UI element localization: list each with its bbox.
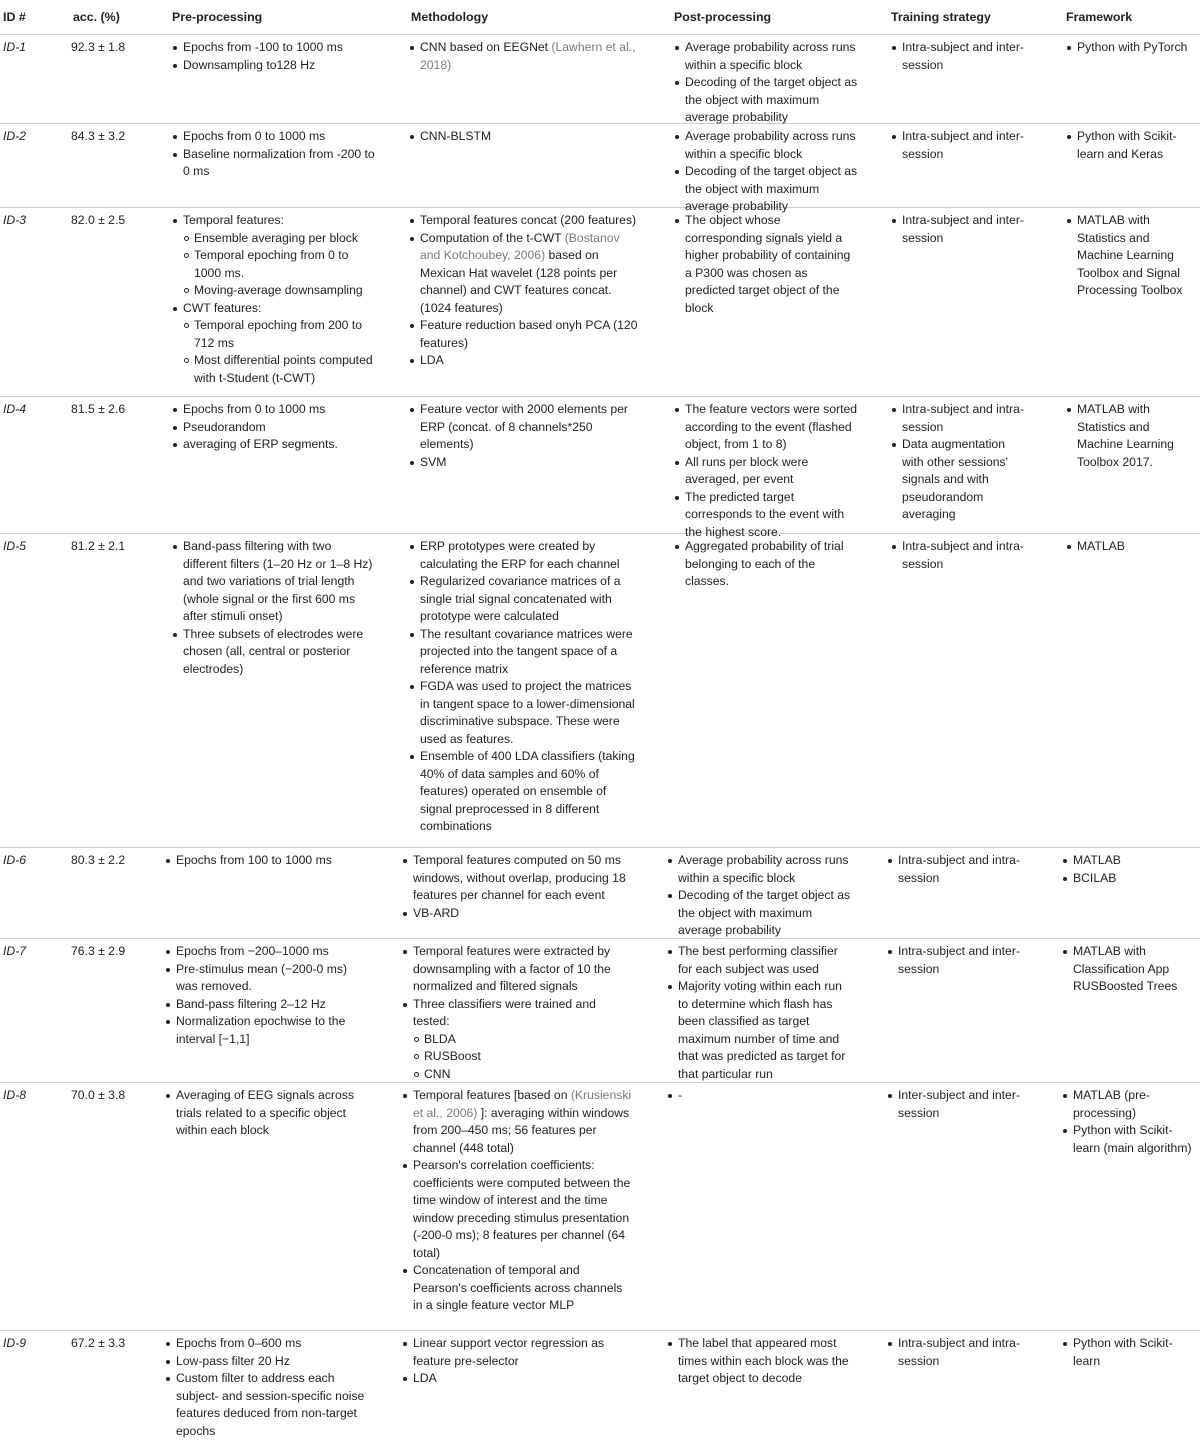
item-text: Intra-subject and intra-session <box>898 1336 1020 1368</box>
item-text: Decoding of the target object as the object with maximum average probability <box>685 75 858 124</box>
row-id: ID-2 <box>3 129 27 143</box>
sub-list-item: Temporal epoching from 0 to 1000 ms. <box>183 247 377 282</box>
list-item <box>1062 1087 1194 1122</box>
sub-list-item: CNN <box>413 1066 634 1084</box>
sub-bullet-list <box>172 317 377 387</box>
item-text: Regularized covariance matrices of a single trial signal concatenated with prototype were calculated <box>420 574 621 623</box>
cell-pre <box>172 39 377 74</box>
item-text: Temporal features computed on 50 ms windows, without overlap, producing 18 features per channel for each event <box>413 853 626 902</box>
list-item <box>402 1370 634 1388</box>
bullet-list <box>887 943 1022 978</box>
bullet-list <box>409 401 641 471</box>
list-item <box>165 996 370 1014</box>
list-item <box>172 146 377 181</box>
item-text: Intra-subject and inter-session <box>902 213 1024 245</box>
citation-link: (Krusienski et al., 2006) <box>413 1088 632 1120</box>
bullet-list <box>165 1335 370 1440</box>
list-item <box>172 419 377 437</box>
list-item <box>1062 1122 1194 1157</box>
list-item <box>409 401 641 454</box>
bullet-list <box>674 212 858 317</box>
list-item <box>891 436 1026 524</box>
list-item <box>165 961 370 996</box>
list-item <box>409 317 641 352</box>
cell-pre <box>172 128 377 181</box>
bullet-list <box>891 128 1026 163</box>
item-text: MATLAB <box>1073 853 1121 867</box>
item-text: Three classifiers were trained and tested: <box>413 996 596 1028</box>
row-id: ID-3 <box>3 213 27 227</box>
bullet-list <box>887 852 1022 887</box>
list-item <box>409 230 641 318</box>
list-item <box>674 74 858 127</box>
item-text: Three subsets of electrodes were chosen (all, central or posterior electrodes) <box>183 626 364 676</box>
cell-fw <box>1062 1087 1194 1157</box>
bullet-list <box>667 943 851 1083</box>
bullet-list <box>1062 943 1194 996</box>
cell-method <box>409 538 641 836</box>
item-text: Pseudorandom <box>183 419 266 434</box>
item-text: - <box>678 1088 683 1102</box>
bullet-list <box>667 1335 851 1388</box>
list-item <box>409 39 641 74</box>
list-item <box>172 538 377 626</box>
item-text: Python with PyTorch <box>1077 40 1188 54</box>
bullet-list <box>402 852 634 922</box>
table-row <box>0 533 1200 848</box>
citation-link: (Bostanov and Kotchoubey, 2006) <box>420 230 620 262</box>
item-text: Epochs from 0–600 ms <box>176 1336 302 1350</box>
row-accuracy: 76.3 ± 2.9 <box>71 944 126 958</box>
row-id: ID-6 <box>3 853 27 867</box>
item-text: Band-pass filtering 2–12 Hz <box>176 996 326 1011</box>
cell-train <box>887 1335 1022 1370</box>
bullet-list <box>172 128 377 181</box>
item-text: Python with Scikit-learn and Keras <box>1077 129 1177 161</box>
list-item <box>674 212 858 317</box>
list-item <box>402 996 634 1084</box>
list-item <box>165 1353 370 1371</box>
item-text: Normalization epochwise to the interval [−1,1] <box>176 1014 346 1046</box>
list-item <box>667 852 851 887</box>
sub-list-item: Moving-average downsampling <box>183 282 377 300</box>
item-text: LDA <box>420 353 444 367</box>
cell-fw <box>1066 401 1198 471</box>
cell-train <box>891 39 1026 74</box>
cell-train <box>887 852 1022 887</box>
list-item <box>674 39 858 74</box>
list-item <box>667 1335 851 1388</box>
cell-train <box>887 943 1022 978</box>
sub-bullet-list <box>402 1031 634 1084</box>
list-item <box>165 1335 370 1353</box>
cell-pre <box>172 401 377 454</box>
bullet-list <box>1066 128 1198 163</box>
bullet-list <box>1066 39 1198 57</box>
cell-pre <box>165 943 370 1048</box>
bullet-list <box>409 39 641 74</box>
list-item <box>887 943 1022 978</box>
header-preprocessing: Pre-processing <box>172 10 263 24</box>
bullet-list <box>674 401 858 541</box>
bullet-list <box>667 1087 851 1105</box>
item-text: The predicted target corresponds to the event with the highest score. <box>685 489 845 539</box>
item-text: Temporal features concat (200 features) <box>420 213 637 227</box>
cell-pre <box>165 1087 370 1140</box>
list-item <box>887 852 1022 887</box>
bullet-list <box>674 39 858 127</box>
list-item <box>172 626 377 679</box>
row-id: ID-8 <box>3 1088 27 1102</box>
row-accuracy: 84.3 ± 3.2 <box>71 129 126 143</box>
bullet-list <box>674 128 858 216</box>
cell-train <box>891 538 1026 573</box>
item-text: Data augmentation with other sessions' signals and with pseudorandom averaging <box>902 437 1008 521</box>
cell-method <box>402 852 634 922</box>
item-text: Average probability across runs within a specific block <box>685 40 856 72</box>
item-text: Intra-subject and inter-session <box>902 129 1024 161</box>
cell-pre <box>172 212 377 387</box>
item-text: Intra-subject and inter-session <box>902 40 1024 72</box>
header-id: ID # <box>3 10 26 24</box>
row-accuracy: 70.0 ± 3.8 <box>71 1088 126 1102</box>
header-accuracy: acc. (%) <box>73 10 120 24</box>
table-row <box>0 847 1200 939</box>
list-item <box>409 678 641 748</box>
cell-fw <box>1066 128 1198 163</box>
list-item <box>887 1087 1022 1122</box>
list-item <box>402 852 634 905</box>
cell-post <box>667 852 851 940</box>
list-item <box>172 401 377 419</box>
item-text: Epochs from 100 to 1000 ms <box>176 853 332 867</box>
cell-post <box>674 128 858 216</box>
cell-fw <box>1062 1335 1194 1370</box>
list-item <box>667 887 851 940</box>
item-text: Python with Scikit-learn (main algorithm) <box>1073 1123 1192 1155</box>
item-text: MATLAB with Statistics and Machine Learning Toolbox 2017. <box>1077 402 1174 469</box>
list-item <box>402 1157 634 1262</box>
item-text: Average probability across runs within a specific block <box>678 853 849 885</box>
row-accuracy: 80.3 ± 2.2 <box>71 853 126 867</box>
item-text: Downsampling to128 Hz <box>183 57 316 72</box>
item-text: Computation of the t-CWT <box>420 230 562 245</box>
bullet-list <box>409 212 641 370</box>
item-text: Python with Scikit-learn <box>1073 1336 1173 1368</box>
bullet-list <box>172 401 377 454</box>
list-item <box>891 401 1026 436</box>
sub-list-item: Temporal epoching from 200 to 712 ms <box>183 317 377 352</box>
item-text: Linear support vector regression as feature pre-selector <box>413 1336 605 1368</box>
item-text: Temporal features were extracted by downsampling with a factor of 10 the normalized and filtered signals <box>413 944 611 993</box>
cell-post <box>667 943 851 1083</box>
row-id: ID-9 <box>3 1336 27 1350</box>
citation-link: (Lawhern et al., 2018) <box>420 40 636 72</box>
row-id: ID-1 <box>3 40 27 54</box>
bullet-list <box>1066 538 1198 556</box>
list-item <box>667 1087 851 1105</box>
cell-fw <box>1066 39 1198 57</box>
list-item <box>674 454 858 489</box>
bullet-list <box>172 538 377 678</box>
bullet-list <box>1062 1335 1194 1370</box>
item-text: MATLAB with Statistics and Machine Learning Toolbox and Signal Processing Toolbox <box>1077 213 1183 297</box>
list-item <box>891 538 1026 573</box>
row-accuracy: 81.5 ± 2.6 <box>71 402 126 416</box>
cell-post <box>667 1087 851 1105</box>
bullet-list <box>165 1087 370 1140</box>
list-item <box>402 1335 634 1370</box>
row-accuracy: 81.2 ± 2.1 <box>71 539 126 553</box>
table-row <box>0 207 1200 397</box>
list-item <box>887 1335 1022 1370</box>
item-text: CNN based on EEGNet <box>420 40 549 54</box>
item-text: The resultant covariance matrices were projected into the tangent space of a reference matrix <box>420 626 633 676</box>
sub-list-item: Most differential points computed with t-Student (t-CWT) <box>183 352 377 387</box>
item-text: Inter-subject and inter-session <box>898 1088 1020 1120</box>
list-item <box>172 300 377 388</box>
list-item <box>165 1013 370 1048</box>
item-text: Temporal features [based on <box>413 1088 568 1102</box>
table-row <box>0 938 1200 1083</box>
list-item <box>1062 1335 1194 1370</box>
cell-pre <box>172 538 377 678</box>
item-text: Intra-subject and intra-session <box>902 402 1024 434</box>
header-methodology: Methodology <box>411 10 489 24</box>
table-row <box>0 396 1200 539</box>
item-text: The label that appeared most times within each block was the target object to decode <box>678 1336 849 1385</box>
bullet-list <box>402 1087 634 1315</box>
bullet-list <box>402 943 634 1083</box>
item-text: Epochs from 0 to 1000 ms <box>183 129 326 143</box>
list-item <box>891 39 1026 74</box>
sub-list-item: BLDA <box>413 1031 634 1049</box>
cell-fw <box>1066 212 1198 300</box>
item-text: Band-pass filtering with two different filters (1–20 Hz or 1–8 Hz) and two variations of trial length (whole signal or the first 600 ms after stimuli onset) <box>183 539 373 623</box>
sub-bullet-list <box>172 230 377 300</box>
item-text: Concatenation of temporal and Pearson's coefficients across channels in a single feature vector MLP <box>413 1263 623 1312</box>
list-item <box>165 943 370 961</box>
item-text: Average probability across runs within a specific block <box>685 129 856 161</box>
cell-method <box>402 943 634 1083</box>
cell-pre <box>165 852 370 870</box>
item-text: MATLAB with Classification App RUSBoosted Trees <box>1073 944 1178 993</box>
list-item <box>402 943 634 996</box>
row-id: ID-5 <box>3 539 27 553</box>
item-text: CWT features: <box>183 300 262 315</box>
item-text: Decoding of the target object as the object with maximum average probability <box>685 164 858 213</box>
item-text: MATLAB (pre-processing) <box>1073 1088 1150 1120</box>
list-item <box>409 573 641 626</box>
item-text: Intra-subject and inter-session <box>898 944 1020 976</box>
list-item <box>891 128 1026 163</box>
list-item <box>667 943 851 978</box>
item-text: Temporal features: <box>183 213 284 227</box>
table-row <box>0 34 1200 124</box>
item-text: LDA <box>413 1371 437 1385</box>
list-item <box>409 626 641 679</box>
item-text: Averaging of EEG signals across trials related to a specific object within each block <box>176 1088 354 1137</box>
bullet-list <box>891 212 1026 247</box>
item-text: Custom filter to address each subject- and session-specific noise features deduced from non-target epochs <box>176 1371 365 1438</box>
bullet-list <box>165 852 370 870</box>
bullet-list <box>409 128 641 146</box>
item-text: Epochs from 0 to 1000 ms <box>183 402 326 416</box>
list-item <box>1066 538 1198 556</box>
list-item <box>1066 401 1198 471</box>
item-text-continued: ]: averaging within windows from 200–450 ms; 56 features per channel (448 total) <box>413 1105 630 1155</box>
list-item <box>409 212 641 230</box>
bullet-list <box>1066 212 1198 300</box>
list-item <box>409 352 641 370</box>
row-accuracy: 67.2 ± 3.3 <box>71 1336 126 1350</box>
sub-list-item: Ensemble averaging per block <box>183 230 377 248</box>
item-text: CNN-BLSTM <box>420 129 492 143</box>
list-item <box>172 436 377 454</box>
item-text: The feature vectors were sorted according to the event (flashed object, from 1 to 8) <box>685 402 858 451</box>
list-item <box>172 128 377 146</box>
cell-method <box>409 212 641 370</box>
list-item <box>409 128 641 146</box>
list-item <box>172 212 377 300</box>
item-text: Aggregated probability of trial belonging to each of the classes. <box>685 539 844 588</box>
cell-post <box>667 1335 851 1388</box>
item-text: Epochs from −200–1000 ms <box>176 944 329 958</box>
bullet-list <box>172 212 377 387</box>
list-item <box>674 128 858 163</box>
row-accuracy: 82.0 ± 2.5 <box>71 213 126 227</box>
list-item <box>1062 870 1194 888</box>
list-item <box>1066 128 1198 163</box>
bullet-list <box>674 538 858 591</box>
list-item <box>1062 852 1194 870</box>
bullet-list <box>891 401 1026 524</box>
list-item <box>674 401 858 454</box>
cell-fw <box>1066 538 1198 556</box>
list-item <box>1062 943 1194 996</box>
item-text-continued: based on Mexican Hat wavelet (128 points per channel) and CWT features concat. (1024 features) <box>420 248 618 315</box>
cell-post <box>674 39 858 127</box>
item-text: SVM <box>420 454 447 469</box>
cell-train <box>891 212 1026 247</box>
bullet-list <box>1066 401 1198 471</box>
bullet-list <box>667 852 851 940</box>
list-item <box>409 454 641 472</box>
item-text: VB-ARD <box>413 905 460 920</box>
bullet-list <box>409 538 641 836</box>
list-item <box>409 538 641 573</box>
list-item <box>172 39 377 57</box>
item-text: Low-pass filter 20 Hz <box>176 1353 290 1368</box>
bullet-list <box>165 943 370 1048</box>
item-text: BCILAB <box>1073 870 1117 885</box>
list-item <box>1066 39 1198 57</box>
cell-train <box>891 128 1026 163</box>
cell-train <box>891 401 1026 524</box>
cell-fw <box>1062 943 1194 996</box>
table-row <box>0 1082 1200 1331</box>
header-postprocessing: Post-processing <box>674 10 772 24</box>
list-item <box>667 978 851 1083</box>
bullet-list <box>891 39 1026 74</box>
item-text: The best performing classifier for each subject was used <box>678 944 838 976</box>
list-item <box>402 905 634 923</box>
item-text: Baseline normalization from -200 to 0 ms <box>183 146 375 178</box>
table-header <box>0 0 1200 35</box>
table-row <box>0 1330 1200 1438</box>
sub-list-item: RUSBoost <box>413 1048 634 1066</box>
cell-method <box>402 1087 634 1315</box>
list-item <box>409 748 641 836</box>
bullet-list <box>887 1335 1022 1370</box>
item-text: Intra-subject and intra-session <box>902 539 1024 571</box>
list-item <box>165 1370 370 1440</box>
item-text: Ensemble of 400 LDA classifiers (taking 40% of data samples and 60% of features) operated on ensemble of signal preprocessed in 8 different combinations <box>420 749 635 833</box>
row-accuracy: 92.3 ± 1.8 <box>71 40 126 54</box>
item-text: The object whose corresponding signals yield a higher probability of containing a P300 was chosen as predicted target object of the block <box>685 213 851 315</box>
item-text: MATLAB <box>1077 539 1125 553</box>
bullet-list <box>887 1087 1022 1122</box>
header-framework: Framework <box>1066 10 1133 24</box>
table-row <box>0 123 1200 213</box>
list-item <box>165 852 370 870</box>
cell-method <box>409 128 641 146</box>
list-item <box>172 57 377 75</box>
cell-fw <box>1062 852 1194 887</box>
item-text: averaging of ERP segments. <box>183 437 338 451</box>
list-item <box>674 538 858 591</box>
bullet-list <box>172 39 377 74</box>
cell-train <box>887 1087 1022 1122</box>
cell-post <box>674 212 858 317</box>
list-item <box>165 1087 370 1140</box>
item-text: Epochs from -100 to 1000 ms <box>183 40 343 54</box>
item-text: Feature reduction based onyh PCA (120 features) <box>420 318 638 350</box>
item-text: All runs per block were averaged, per event <box>685 454 809 486</box>
cell-post <box>674 538 858 591</box>
bullet-list <box>891 538 1026 573</box>
bullet-list <box>1062 852 1194 887</box>
list-item <box>402 1087 634 1157</box>
item-text: Intra-subject and intra-session <box>898 853 1020 885</box>
row-id: ID-7 <box>3 944 27 958</box>
cell-post <box>674 401 858 541</box>
cell-method <box>409 401 641 471</box>
bullet-list <box>402 1335 634 1388</box>
header-training-strategy: Training strategy <box>891 10 991 24</box>
item-text: ERP prototypes were created by calculating the ERP for each channel <box>420 539 620 571</box>
item-text: Decoding of the target object as the object with maximum average probability <box>678 888 851 937</box>
row-id: ID-4 <box>3 402 27 416</box>
item-text: Pearson's correlation coefficients: coefficients were computed between the time window of interest and the time window preceding stimulus presentation (-200-0 ms); 8 features per channel (64 total) <box>413 1158 631 1260</box>
list-item <box>402 1262 634 1315</box>
item-text: Feature vector with 2000 elements per ERP (concat. of 8 channels*250 elements) <box>420 402 628 451</box>
bullet-list <box>1062 1087 1194 1157</box>
cell-method <box>402 1335 634 1388</box>
cell-pre <box>165 1335 370 1440</box>
item-text: FGDA was used to project the matrices in tangent space to a lower-dimensional discriminative subspace. These were used as features. <box>420 679 635 746</box>
cell-method <box>409 39 641 74</box>
list-item <box>891 212 1026 247</box>
item-text: Pre-stimulus mean (−200-0 ms) was removed. <box>176 961 348 993</box>
item-text: Majority voting within each run to determine which flash has been classified as target maximum number of time and that was predicted as target for that particular run <box>678 979 846 1081</box>
list-item <box>1066 212 1198 300</box>
